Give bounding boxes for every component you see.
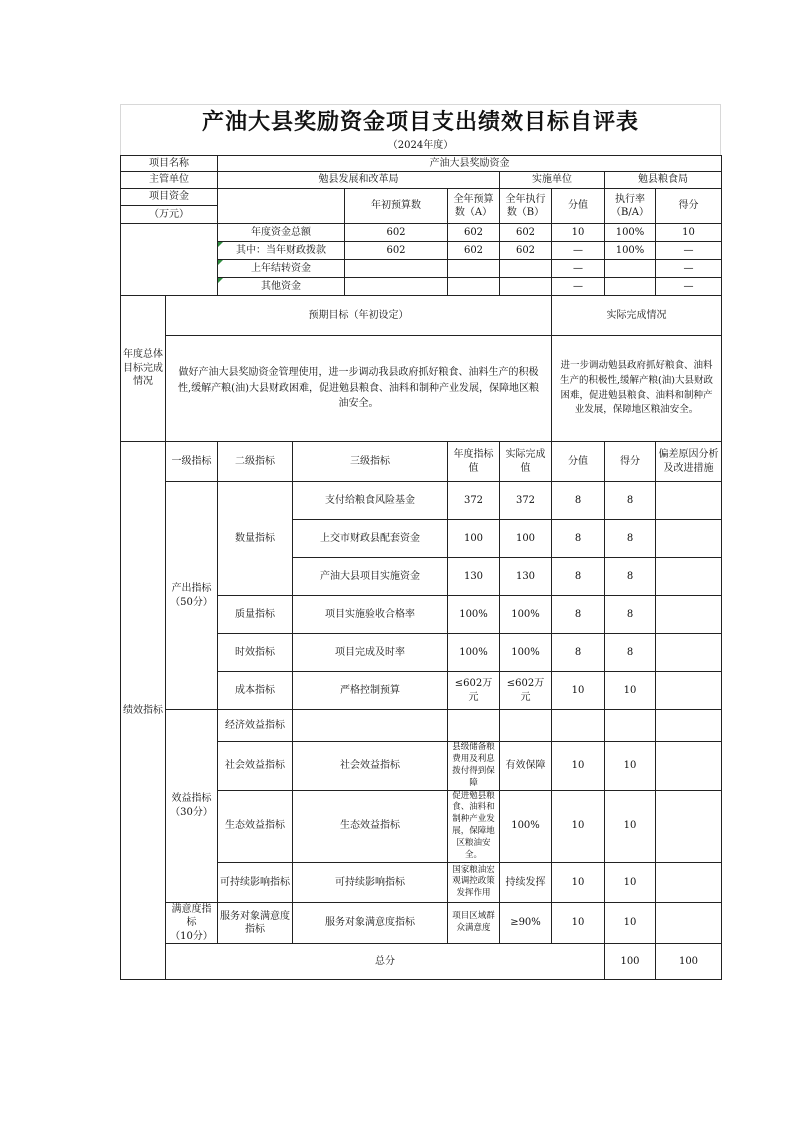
indicator-l2: 经济效益指标 xyxy=(218,710,293,742)
goals-header-row xyxy=(121,296,722,336)
funds-row-exec: 602 xyxy=(500,242,552,260)
project-name-label: 项目名称 xyxy=(121,156,218,172)
benefit-label xyxy=(166,710,218,903)
indicator-target: 130 xyxy=(448,558,500,596)
satisfaction-label-points: （10分） xyxy=(170,930,213,942)
output-label-name: 产出指标 xyxy=(171,583,212,594)
indicator-value: 8 xyxy=(552,634,605,672)
funds-row-score: — xyxy=(656,242,722,260)
indicator-value xyxy=(552,710,605,742)
funds-row-annual: 602 xyxy=(448,242,500,260)
indicator-l3 xyxy=(293,710,448,742)
indicator-value: 10 xyxy=(552,862,605,902)
funds-label-line1: 项目资金 xyxy=(121,189,217,206)
indicator-actual: 130 xyxy=(500,558,552,596)
funds-row-annual xyxy=(448,260,500,278)
project-name-value: 产油大县奖励资金 xyxy=(218,156,722,172)
goals-actual-header: 实际完成情况 xyxy=(552,296,722,336)
funds-header-annual: 全年预算数（A） xyxy=(448,189,500,224)
funds-row-initial xyxy=(345,260,448,278)
indicator-target: 100 xyxy=(448,520,500,558)
funds-row-value: — xyxy=(552,242,605,260)
ind-header-remark: 偏差原因分析及改进措施 xyxy=(656,442,722,482)
funds-row xyxy=(121,224,722,242)
indicator-l2: 生态效益指标 xyxy=(218,790,293,862)
goals-actual-text: 进一步调动勉县政府抓好粮食、油料生产的积极性,缓解产粮(油)大县财政困难，促进勉县粮食、油料和制种产业发展，保障地区粮油安全。 xyxy=(552,336,722,442)
ind-header-score: 得分 xyxy=(605,442,656,482)
indicator-score: 8 xyxy=(605,520,656,558)
funds-row-rate xyxy=(605,260,656,278)
indicator-remark xyxy=(656,482,722,520)
indicator-l3: 社会效益指标 xyxy=(293,742,448,791)
ind-header-target: 年度指标值 xyxy=(448,442,500,482)
funds-row-annual: 602 xyxy=(448,224,500,242)
indicator-remark xyxy=(656,672,722,710)
indicator-remark xyxy=(656,520,722,558)
funds-row-rate: 100% xyxy=(605,224,656,242)
goals-label: 年度总体目标完成情况 xyxy=(121,296,166,442)
indicator-actual: ≥90% xyxy=(500,902,552,944)
funds-row-score: — xyxy=(656,260,722,278)
indicator-remark xyxy=(656,902,722,944)
funds-header-score: 得分 xyxy=(656,189,722,224)
total-row xyxy=(121,944,722,980)
indicator-remark xyxy=(656,634,722,672)
benefit-label-points: （30分） xyxy=(170,806,213,818)
indicator-target: 100% xyxy=(448,634,500,672)
indicator-score: 10 xyxy=(605,862,656,902)
indicator-l2: 成本指标 xyxy=(218,672,293,710)
indicator-l3: 支付给粮食风险基金 xyxy=(293,482,448,520)
indicator-row xyxy=(121,710,722,742)
total-value: 100 xyxy=(605,944,656,980)
indicator-l3: 服务对象满意度指标 xyxy=(293,902,448,944)
satisfaction-label xyxy=(166,902,218,944)
funds-row-exec xyxy=(500,260,552,278)
indicator-l2: 时效指标 xyxy=(218,634,293,672)
indicators-label: 绩效指标 xyxy=(121,442,166,980)
indicator-score: 10 xyxy=(605,672,656,710)
indicator-value: 8 xyxy=(552,520,605,558)
benefit-label-name: 效益指标 xyxy=(171,793,212,805)
project-name-row xyxy=(121,156,722,172)
indicator-remark xyxy=(656,558,722,596)
funds-header-initial: 年初预算数 xyxy=(345,189,448,224)
indicator-value: 10 xyxy=(552,742,605,791)
funds-row-annual xyxy=(448,278,500,296)
indicator-score: 8 xyxy=(605,634,656,672)
indicator-value: 10 xyxy=(552,672,605,710)
funds-row-initial: 602 xyxy=(345,242,448,260)
indicator-actual: ≤602万元 xyxy=(500,672,552,710)
funds-row-value: 10 xyxy=(552,224,605,242)
ind-header-l1: 一级指标 xyxy=(166,442,218,482)
indicator-target: 国家粮油宏观调控政策发挥作用 xyxy=(448,862,500,902)
output-label xyxy=(166,482,218,710)
indicator-score: 10 xyxy=(605,742,656,791)
funds-row-rate xyxy=(605,278,656,296)
funds-row-name: 其他资金 xyxy=(218,278,345,296)
indicator-value: 10 xyxy=(552,902,605,944)
indicator-value: 8 xyxy=(552,482,605,520)
indicator-l3: 生态效益指标 xyxy=(293,790,448,862)
indicator-remark xyxy=(656,790,722,862)
indicator-row xyxy=(121,482,722,520)
indicator-remark xyxy=(656,742,722,791)
indicator-value: 10 xyxy=(552,790,605,862)
satisfaction-label-name: 满意度指标 xyxy=(171,903,212,929)
indicator-actual: 372 xyxy=(500,482,552,520)
impl-value: 勉县粮食局 xyxy=(605,172,722,189)
indicator-row xyxy=(121,902,722,944)
indicator-target: 100% xyxy=(448,596,500,634)
indicator-score: 10 xyxy=(605,902,656,944)
indicator-actual: 100% xyxy=(500,634,552,672)
goals-expected-text: 做好产油大县奖励资金管理使用，进一步调动我县政府抓好粮食、油料生产的积极性,缓解产粮(油)大县财政困难，促进勉县粮食、油料和制种产业发展，保障地区粮油安全。 xyxy=(166,336,552,442)
funds-header-row xyxy=(121,189,722,224)
indicators-header-row xyxy=(121,442,722,482)
indicator-target: 县级储备粮费用及利息拨付得到保障 xyxy=(448,742,500,791)
indicator-l3: 上交市财政县配套资金 xyxy=(293,520,448,558)
indicator-target xyxy=(448,710,500,742)
indicator-actual xyxy=(500,710,552,742)
funds-row-rate: 100% xyxy=(605,242,656,260)
funds-row-value: — xyxy=(552,278,605,296)
indicator-l3: 项目完成及时率 xyxy=(293,634,448,672)
indicator-value: 8 xyxy=(552,558,605,596)
indicator-l2: 数量指标 xyxy=(218,482,293,596)
evaluation-table xyxy=(120,155,722,980)
indicator-l3: 项目实施验收合格率 xyxy=(293,596,448,634)
indicator-target: 项目区域群众满意度 xyxy=(448,902,500,944)
funds-row-score: — xyxy=(656,278,722,296)
indicator-actual: 100% xyxy=(500,790,552,862)
funds-row-value: — xyxy=(552,260,605,278)
funds-label xyxy=(121,189,218,224)
indicator-target: 促进勉县粮食、油料和制种产业发展，保障地区粮油安全。 xyxy=(448,790,500,862)
funds-row-score: 10 xyxy=(656,224,722,242)
total-label: 总分 xyxy=(166,944,605,980)
indicator-l2: 社会效益指标 xyxy=(218,742,293,791)
indicator-actual: 100% xyxy=(500,596,552,634)
funds-header-blank xyxy=(218,189,345,224)
ind-header-l3: 三级指标 xyxy=(293,442,448,482)
goals-expected-header: 预期目标（年初设定） xyxy=(166,296,552,336)
dept-value: 勉县发展和改革局 xyxy=(218,172,500,189)
funds-row-name: 年度资金总额 xyxy=(218,224,345,242)
indicator-score: 8 xyxy=(605,482,656,520)
indicator-l2: 质量指标 xyxy=(218,596,293,634)
indicator-score: 8 xyxy=(605,558,656,596)
goals-content-row xyxy=(121,336,722,442)
indicator-actual: 100 xyxy=(500,520,552,558)
indicator-remark xyxy=(656,862,722,902)
funds-header-exec: 全年执行数（B） xyxy=(500,189,552,224)
ind-header-value: 分值 xyxy=(552,442,605,482)
funds-label-line2: （万元） xyxy=(149,209,189,220)
indicator-score: 8 xyxy=(605,596,656,634)
indicator-l2: 服务对象满意度指标 xyxy=(218,902,293,944)
indicator-target: ≤602万元 xyxy=(448,672,500,710)
indicator-value: 8 xyxy=(552,596,605,634)
indicator-l3: 产油大县项目实施资金 xyxy=(293,558,448,596)
funds-row-exec xyxy=(500,278,552,296)
funds-row-initial xyxy=(345,278,448,296)
total-score: 100 xyxy=(656,944,722,980)
ind-header-actual: 实际完成值 xyxy=(500,442,552,482)
funds-header-rate: 执行率（B/A） xyxy=(605,189,656,224)
indicator-l3: 可持续影响指标 xyxy=(293,862,448,902)
page-title: 产油大县奖励资金项目支出绩效目标自评表 xyxy=(120,104,721,137)
indicator-target: 372 xyxy=(448,482,500,520)
funds-row-exec: 602 xyxy=(500,224,552,242)
indicator-score: 10 xyxy=(605,790,656,862)
impl-label: 实施单位 xyxy=(500,172,605,189)
output-label-points: （50分） xyxy=(170,596,213,608)
funds-header-value: 分值 xyxy=(552,189,605,224)
dept-label: 主管单位 xyxy=(121,172,218,189)
funds-blank xyxy=(121,224,218,296)
indicator-score xyxy=(605,710,656,742)
dept-row xyxy=(121,172,722,189)
year-label: （2024年度） xyxy=(120,137,721,155)
evaluation-sheet xyxy=(120,104,721,980)
indicator-actual: 有效保障 xyxy=(500,742,552,791)
indicator-l3: 严格控制预算 xyxy=(293,672,448,710)
indicator-remark xyxy=(656,710,722,742)
indicator-actual: 持续发挥 xyxy=(500,862,552,902)
funds-row-name: 上年结转资金 xyxy=(218,260,345,278)
ind-header-l2: 二级指标 xyxy=(218,442,293,482)
indicator-remark xyxy=(656,596,722,634)
funds-row-name: 其中：当年财政拨款 xyxy=(218,242,345,260)
indicator-l2: 可持续影响指标 xyxy=(218,862,293,902)
funds-row-initial: 602 xyxy=(345,224,448,242)
